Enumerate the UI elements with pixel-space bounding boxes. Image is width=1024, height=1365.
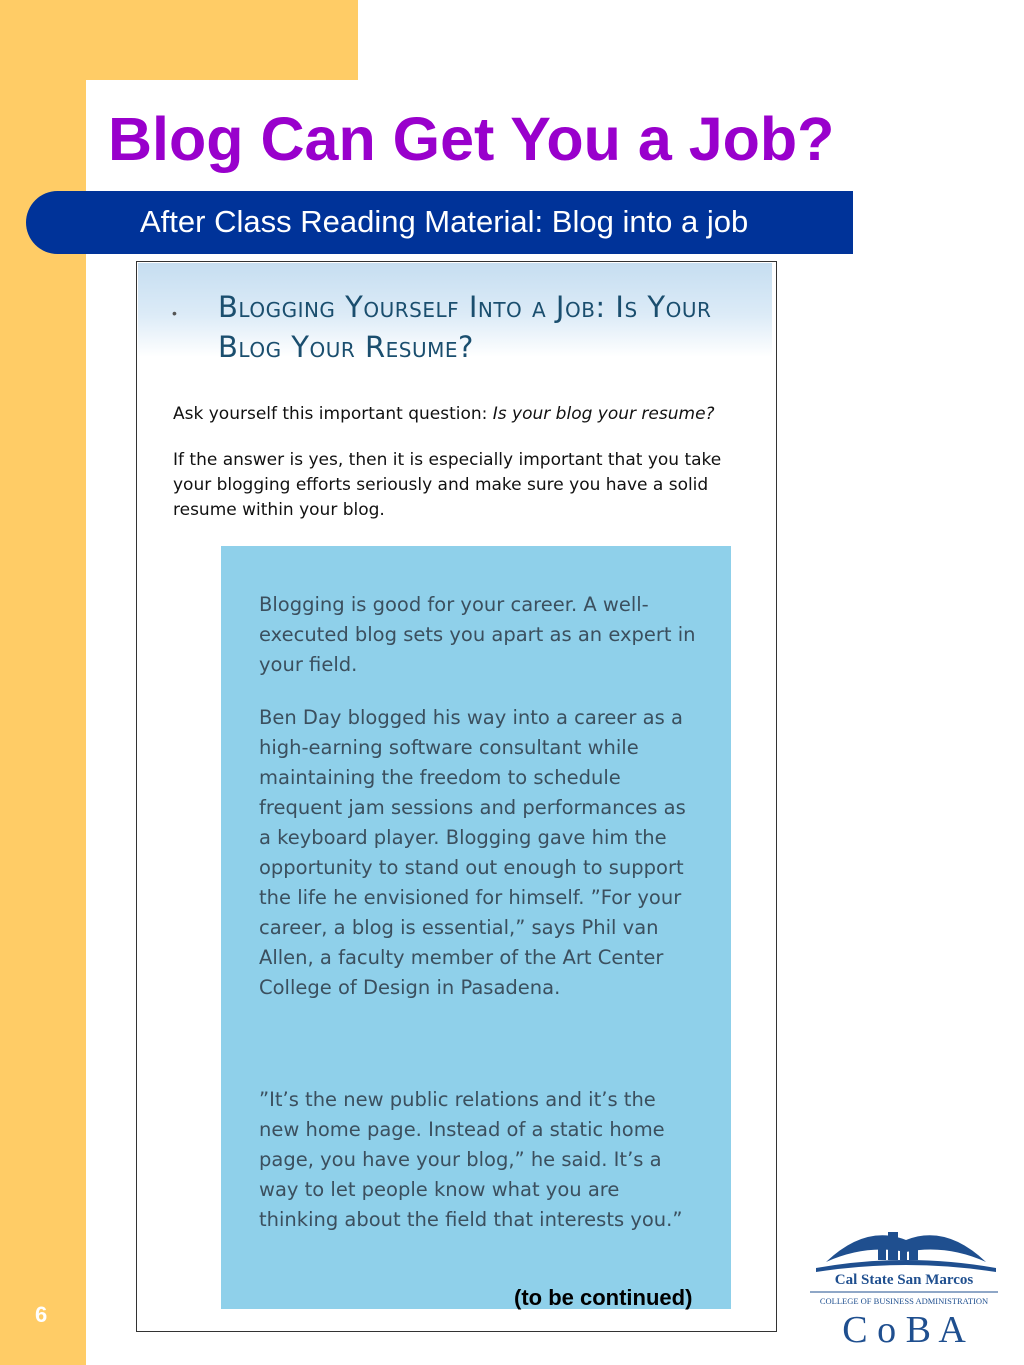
article-answer: If the answer is yes, then it is especially important that you take your blogging efforts seriously and make sure you have a solid resume within your blog. bbox=[173, 450, 722, 520]
coba-logo-graphic bbox=[806, 1222, 1002, 1352]
quote-paragraph-2: Ben Day blogged his way into a career as a high-earning software consultant while maintaining the freedom to schedule frequent jam sessions and performances as a keyboard player. Blogging gave him the opportunity to stand out enough to support the life he envisioned for himself. ”For your career, a blog is essential,” says Phil van Allen, a faculty member of the Art Center College of Design in Pasadena. bbox=[259, 706, 686, 999]
quote-paragraph-3: ”It’s the new public relations and it’s the new home page. Instead of a static home page, you have your blog,” he said. It’s a way to let people know what you are thinking about the field that interests you.” bbox=[259, 1088, 683, 1231]
article-heading-line2: Blog Your Resume? bbox=[218, 330, 474, 364]
article-heading bbox=[218, 287, 711, 367]
article-screenshot bbox=[136, 261, 777, 1332]
slide-title: Blog Can Get You a Job? bbox=[108, 105, 835, 173]
coba-logo bbox=[806, 1222, 1002, 1352]
continued-note: (to be continued) bbox=[514, 1285, 693, 1310]
subtitle-text: After Class Reading Material: Blog into a job bbox=[140, 204, 749, 239]
subtitle-bar bbox=[26, 191, 853, 254]
article-heading-line1: Blogging Yourself Into a Job: Is Your bbox=[218, 290, 712, 324]
question-italic: Is your blog your resume? bbox=[492, 404, 715, 424]
logo-university: Cal State San Marcos bbox=[834, 1272, 974, 1288]
question-prefix: Ask yourself this important question: bbox=[173, 404, 493, 424]
logo-college: COLLEGE OF BUSINESS ADMINISTRATION bbox=[819, 1296, 989, 1306]
article-question bbox=[173, 402, 763, 427]
top-accent-block bbox=[0, 0, 358, 80]
logo-acronym: C o B A bbox=[842, 1309, 966, 1351]
quote-box bbox=[221, 546, 731, 1309]
article-header bbox=[138, 263, 772, 364]
quote-paragraph-1: Blogging is good for your career. A well-executed blog sets you apart as an expert in your field. bbox=[259, 593, 696, 676]
bullet-dot-icon: • bbox=[172, 305, 177, 321]
page-number: 6 bbox=[35, 1302, 48, 1327]
